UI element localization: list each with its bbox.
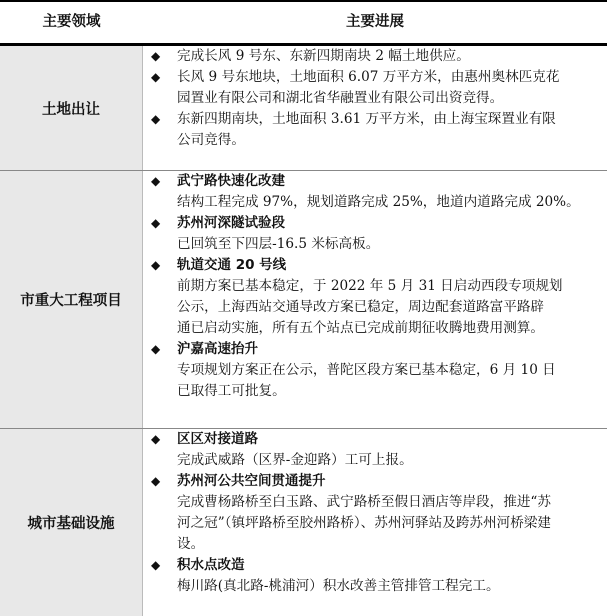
list-item: ◆ 东新四期南块，土地面积 3.61 万平方米，由上海宝琛置业有限 <box>151 109 601 130</box>
table-header <box>0 0 607 46</box>
item-text: 专项规划方案正在公示，普陀区段方案已基本稳定，6 月 10 日 <box>177 362 556 378</box>
header-progress: 主要进展 <box>346 14 404 30</box>
item-text: 设。 <box>177 536 205 552</box>
item-title: ◆ 积水点改造 <box>151 555 601 576</box>
diamond-bullet-icon: ◆ <box>151 49 161 63</box>
section-land-transfer <box>0 46 607 171</box>
section-body <box>143 46 607 170</box>
item-text: 通已启动实施，所有五个站点已完成前期征收腾地费用测算。 <box>177 320 545 336</box>
diamond-bullet-icon: ◆ <box>151 70 161 84</box>
diamond-bullet-icon: ◆ <box>151 174 161 188</box>
item-text: 结构工程完成 97%，规划道路完成 25%，地道内道路完成 20%。 <box>177 194 580 210</box>
header-area: 主要领域 <box>42 14 101 30</box>
diamond-bullet-icon: ◆ <box>151 474 161 488</box>
item-title: ◆ 武宁路快速化改建 <box>151 171 601 192</box>
item-title: ◆ 区区对接道路 <box>151 429 601 450</box>
diamond-bullet-icon: ◆ <box>151 342 161 356</box>
list-item: ◆ 长风 9 号东地块，土地面积 6.07 万平方米，由惠州奥林匹克花 <box>151 67 601 88</box>
diamond-bullet-icon: ◆ <box>151 258 161 272</box>
diamond-bullet-icon: ◆ <box>151 216 161 230</box>
section-body <box>143 429 607 616</box>
item-text: 完成武威路（区界-金迎路）工可上报。 <box>177 452 413 468</box>
list-item-cont: 园置业有限公司和湖北省华融置业有限公司出资竞得。 <box>177 90 504 106</box>
item-title: ◆ 苏州河公共空间贯通提升 <box>151 471 601 492</box>
item-text: 已取得工可批复。 <box>177 383 286 399</box>
item-text: 河之冠”（镇坪路桥至胶州路桥）、苏州河驿站及跨苏州河桥梁建 <box>177 515 551 531</box>
category-label: 市重大工程项目 <box>0 171 143 428</box>
category-label: 土地出让 <box>0 46 143 170</box>
item-title: ◆ 轨道交通 20 号线 <box>151 255 601 276</box>
diamond-bullet-icon: ◆ <box>151 558 161 572</box>
item-text: 已回筑至下四层-16.5 米标高板。 <box>177 236 380 252</box>
diamond-bullet-icon: ◆ <box>151 112 161 126</box>
item-title: ◆ 苏州河深隧试验段 <box>151 213 601 234</box>
item-text: 公示，上海西站交通导改方案已稳定，周边配套道路富平路辟 <box>177 299 545 315</box>
item-text: 前期方案已基本稳定，于 2022 年 5 月 31 日启动西段专项规划 <box>177 278 563 294</box>
item-title: ◆ 沪嘉高速抬升 <box>151 339 601 360</box>
list-item-cont: 公司竞得。 <box>177 132 245 148</box>
section-major-projects <box>0 171 607 429</box>
item-text: 梅川路(真北路-桃浦河）积水改善主管排管工程完工。 <box>177 578 500 594</box>
category-label: 城市基础设施 <box>0 429 143 616</box>
list-item: ◆ 完成长风 9 号东、东新四期南块 2 幅土地供应。 <box>151 46 601 67</box>
diamond-bullet-icon: ◆ <box>151 432 161 446</box>
section-body <box>143 171 607 428</box>
section-infrastructure <box>0 429 607 616</box>
item-text: 完成曹杨路桥至白玉路、武宁路桥至假日酒店等岸段，推进“苏 <box>177 494 551 510</box>
